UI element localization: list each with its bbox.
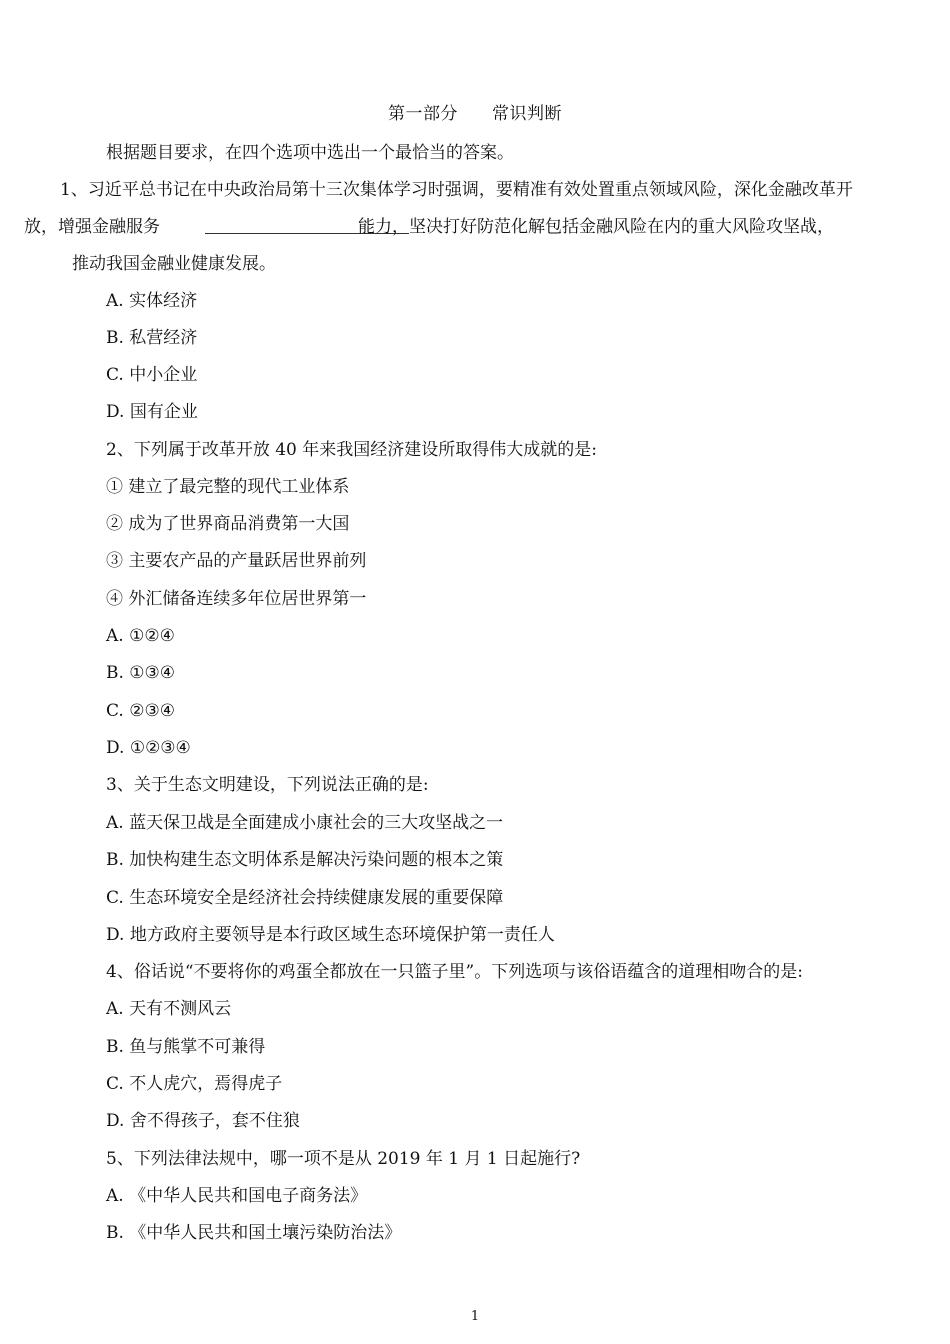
page-title xyxy=(0,103,950,125)
q1-option-b: B. 私营经济 xyxy=(106,328,198,348)
q2-option-c: C. ②③④ xyxy=(106,701,175,721)
q5-stem: 5、下列法律法规中，哪一项不是从 2019 年 1 月 1 日起施行? xyxy=(106,1149,581,1169)
q5-option-b: B. 《中华人民共和国土壤污染防治法》 xyxy=(106,1223,402,1243)
q4-option-a: A. 天有不测风云 xyxy=(106,999,232,1019)
q2-statement-2: ② 成为了世界商品消费第一大国 xyxy=(106,514,350,534)
q5-option-a: A. 《中华人民共和国电子商务法》 xyxy=(106,1186,368,1206)
q2-option-b: B. ①③④ xyxy=(106,663,176,683)
q3-option-d: D. 地方政府主要领导是本行政区域生态环境保护第一责任人 xyxy=(106,925,555,945)
part-heading: 第一部分 xyxy=(388,104,458,124)
q1-stem-line3: 推动我国金融业健康发展。 xyxy=(72,254,276,274)
q1-option-c: C. 中小企业 xyxy=(106,365,198,385)
q1-option-d: D. 国有企业 xyxy=(106,402,198,422)
q2-statement-1: ① 建立了最完整的现代工业体系 xyxy=(106,477,350,497)
section-heading: 常识判断 xyxy=(492,104,562,124)
q1-stem-line1: 1、习近平总书记在中央政治局第十三次集体学习时强调，要精准有效处置重点领域风险，深化金融改革开 xyxy=(60,180,853,200)
q3-option-a: A. 蓝天保卫战是全面建成小康社会的三大攻坚战之一 xyxy=(106,813,504,833)
q2-option-a: A. ①②④ xyxy=(106,626,175,646)
q2-statement-3: ③ 主要农产品的产量跃居世界前列 xyxy=(106,551,367,571)
q3-stem: 3、关于生态文明建设，下列说法正确的是: xyxy=(106,775,429,795)
q2-stem: 2、下列属于改革开放 40 年来我国经济建设所取得伟大成就的是: xyxy=(106,440,597,460)
instruction-text: 根据题目要求，在四个选项中选出一个最恰当的答案。 xyxy=(106,143,514,163)
q1-stem-line2b: 能力，坚决打好防范化解包括金融风险在内的重大风险攻坚战， xyxy=(358,217,834,237)
q3-option-b: B. 加快构建生态文明体系是解决污染问题的根本之策 xyxy=(106,850,504,870)
q4-option-c: C. 不人虎穴，焉得虎子 xyxy=(106,1074,283,1094)
q1-option-a: A. 实体经济 xyxy=(106,291,198,311)
q4-stem: 4、俗话说“不要将你的鸡蛋全都放在一只篮子里”。下列选项与该俗语蕴含的道理相吻合的是: xyxy=(106,962,803,982)
q3-option-c: C. 生态环境安全是经济社会持续健康发展的重要保障 xyxy=(106,888,504,908)
q2-statement-4: ④ 外汇储备连续多年位居世界第一 xyxy=(106,589,367,609)
q4-option-b: B. 鱼与熊掌不可兼得 xyxy=(106,1037,266,1057)
q1-stem-line2a: 放，增强金融服务 xyxy=(24,217,160,237)
q4-option-d: D. 舍不得孩子，套不住狼 xyxy=(106,1111,300,1131)
page-number: 1 xyxy=(470,1309,480,1324)
q2-option-d: D. ①②③④ xyxy=(106,738,191,758)
